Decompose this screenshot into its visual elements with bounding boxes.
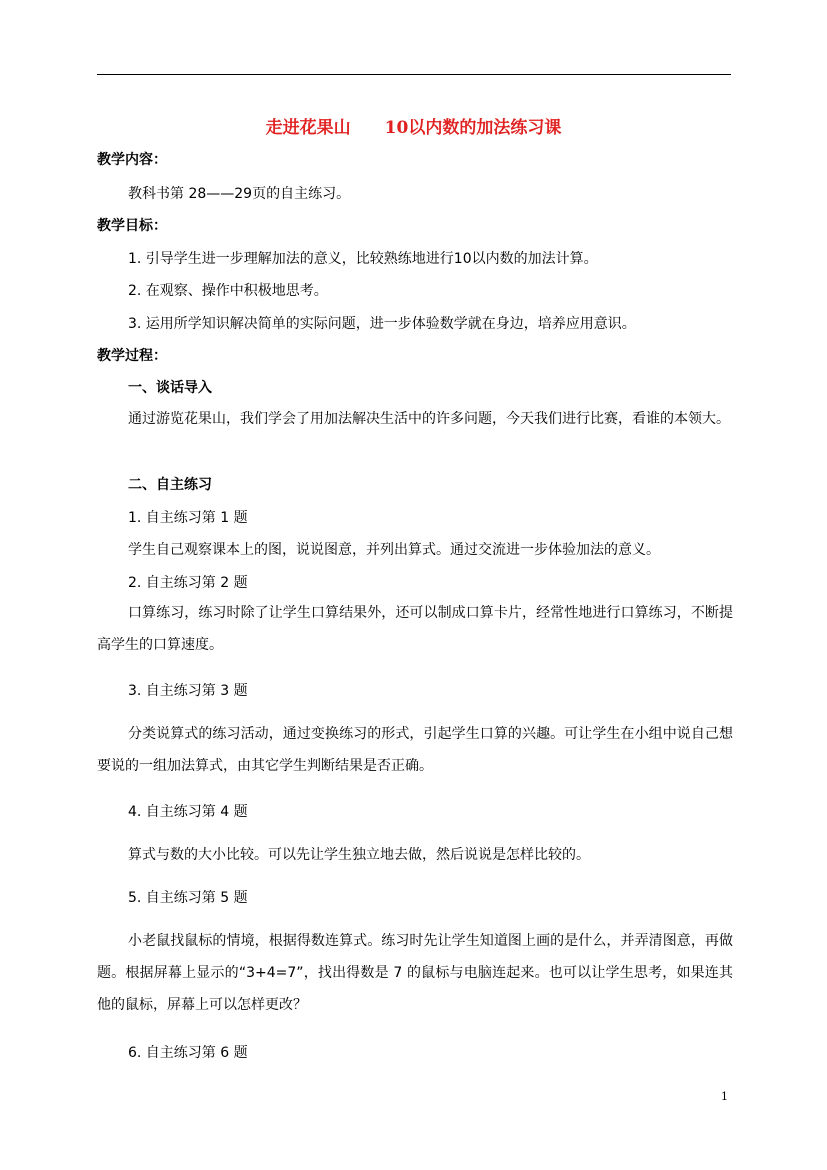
exercise-text: 口算练习，练习时除了让学生口算结果外，还可以制成口算卡片，经常性地进行口算练习，不断提高学生的口算速度。 xyxy=(97,605,733,653)
part-one-heading: 一、谈话导入 xyxy=(128,380,212,396)
exercise-text: 分类说算式的练习活动，通过变换练习的形式，引起学生口算的兴趣。可让学生在小组中说自己想要说的一组加法算式，由其它学生判断结果是否正确。 xyxy=(97,726,733,774)
exercise-text: 算式与数的大小比较。可以先让学生独立地去做，然后说说是怎样比较的。 xyxy=(128,847,590,863)
exercise-text: 小老鼠找鼠标的情境，根据得数连算式。练习时先让学生知道图上画的是什么，并弄清图意，再做题。根据屏幕上显示的“3+4=7”，找出得数是 7 的鼠标与电脑连起来。也可以让学生思考，如果连其他的鼠标，屏幕上可以怎样更改？ xyxy=(97,933,733,1013)
goal-item: 3. 运用所学知识解决简单的实际问题，进一步体验数学就在身边，培养应用意识。 xyxy=(128,316,636,332)
document-title xyxy=(0,113,827,138)
title-part-1: 走进花果山 xyxy=(265,118,351,138)
exercise-label: 2. 自主练习第 2 题 xyxy=(128,575,248,591)
header-rule xyxy=(97,74,731,75)
goal-item: 2. 在观察、操作中积极地思考。 xyxy=(128,283,328,299)
part-two-heading: 二、自主练习 xyxy=(128,477,212,493)
content-heading: 教学内容： xyxy=(97,152,167,168)
goal-item: 1. 引导学生进一步理解加法的意义，比较熟练地进行10以内数的加法计算。 xyxy=(128,251,598,267)
process-heading: 教学过程： xyxy=(97,348,167,364)
page-number: 1 xyxy=(721,1090,728,1103)
part-one-text: 通过游览花果山，我们学会了用加法解决生活中的许多问题，今天我们进行比赛，看谁的本领大。 xyxy=(128,411,730,427)
title-part-2: 10以内数的加法练习课 xyxy=(384,118,562,138)
exercise-text: 学生自己观察课本上的图，说说图意，并列出算式。通过交流进一步体验加法的意义。 xyxy=(128,542,660,558)
exercise-label: 6. 自主练习第 6 题 xyxy=(128,1045,248,1061)
content-text: 教科书第 28——29页的自主练习。 xyxy=(128,186,351,202)
goals-heading: 教学目标： xyxy=(97,218,167,234)
exercise-label: 4. 自主练习第 4 题 xyxy=(128,804,248,820)
exercise-label: 5. 自主练习第 5 题 xyxy=(128,890,248,906)
exercise-label: 1. 自主练习第 1 题 xyxy=(128,510,248,526)
exercise-label: 3. 自主练习第 3 题 xyxy=(128,683,248,699)
